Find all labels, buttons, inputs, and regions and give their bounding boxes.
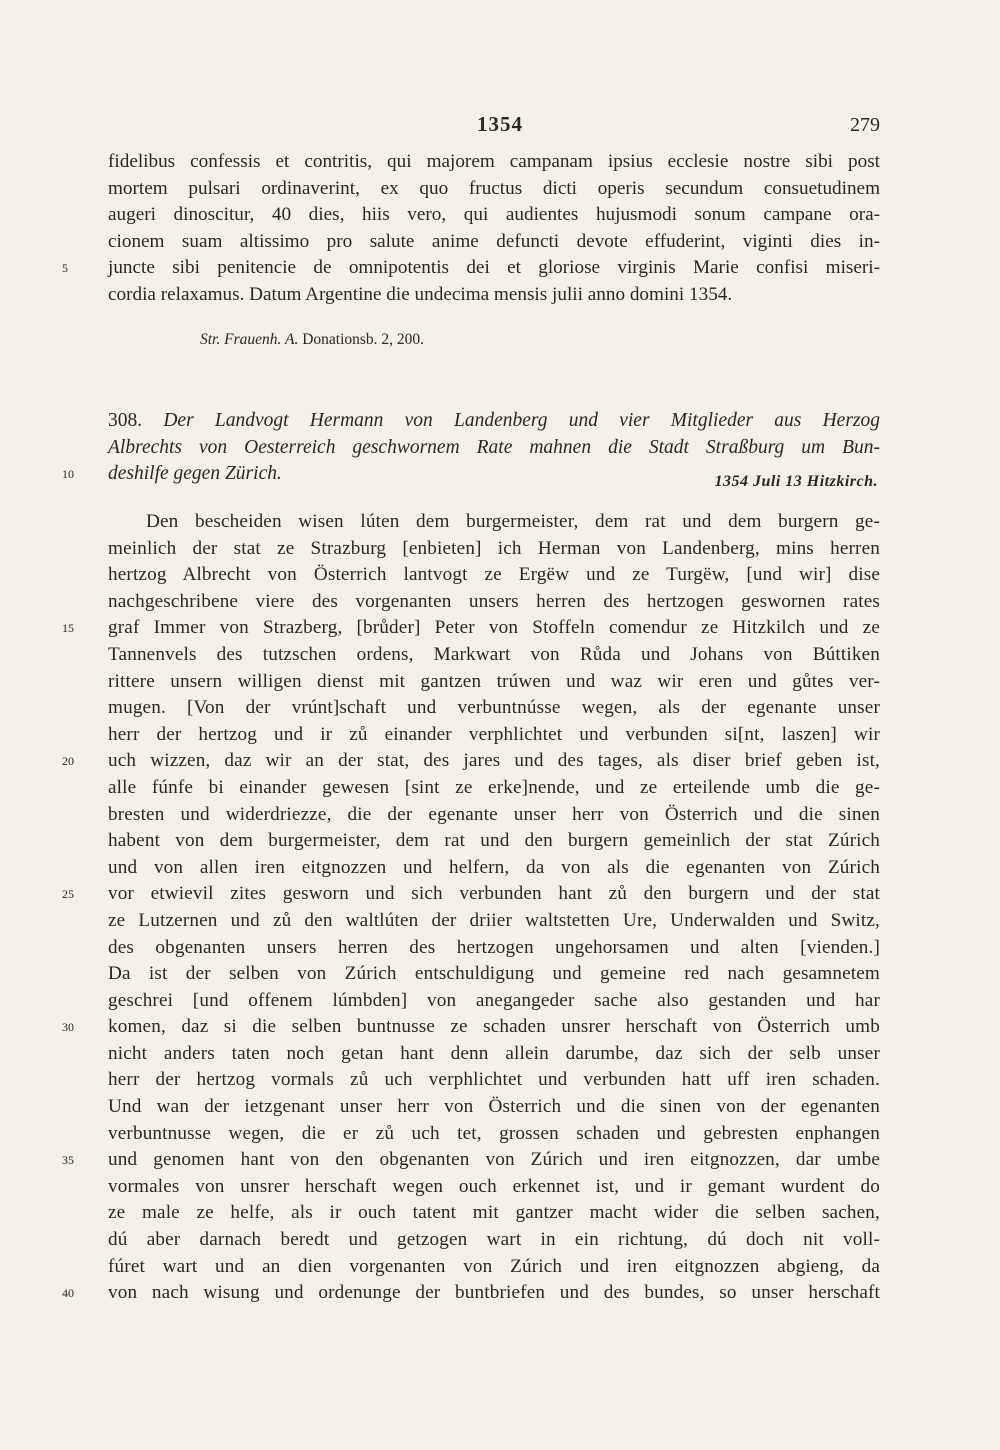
document-number: 308. bbox=[108, 410, 143, 431]
text-line: alle fúnfe bi einander gewesen [sint ze erke]nende, und ze erteilende umb die ge- bbox=[108, 776, 880, 798]
text-line: nicht anders taten noch getan hant denn allein darumbe, daz sich der selb unser bbox=[108, 1042, 880, 1064]
text-line: vormales von unsrer herschaft wegen ouch erkennet ist, und ir gemant wurdent do bbox=[108, 1175, 880, 1197]
document-date-place: 1354 Juli 13 Hitzkirch. bbox=[714, 473, 878, 490]
heading-text: deshilfe gegen Zürich. bbox=[108, 463, 282, 485]
text-line: meinlich der stat ze Strazburg [enbieten] ich Herman von Landenberg, mins herren bbox=[108, 537, 880, 559]
line-number: 10 bbox=[62, 467, 74, 482]
line-number: 20 bbox=[62, 754, 74, 769]
heading-line bbox=[108, 408, 880, 435]
text-line bbox=[62, 1147, 880, 1174]
text-line: cionem suam altissimo pro salute anime defuncti devote effuderint, viginti dies in- bbox=[108, 230, 880, 252]
source-archive: Str. Frauenh. A. bbox=[200, 331, 299, 348]
text-line: Den bescheiden wisen lúten dem burgermeister, dem rat und dem burgern ge- bbox=[146, 511, 880, 532]
text-line: bresten und widerdriezze, die der egenante unser herr von Österrich und die sinen bbox=[108, 803, 880, 825]
text-line: ze male ze helfe, als ir ouch tatent mit gantzer macht wider die selben sachen, bbox=[108, 1202, 880, 1224]
text-line: geschrei [und offenem lúmbden] von anegangeder sache also gestanden und har bbox=[108, 989, 880, 1011]
text-line bbox=[62, 881, 880, 908]
text-line-content: graf Immer von Strazberg, [brůder] Peter von Stoffeln comendur ze Hitzkilch und ze bbox=[108, 617, 880, 639]
text-line bbox=[62, 255, 880, 282]
top-paragraph bbox=[62, 149, 880, 309]
text-line: habent von dem burgermeister, dem rat und den burgern gemeinlich der stat Zúrich bbox=[108, 830, 880, 852]
heading-text: Der Landvogt Hermann von Landenberg und vier Mitglieder aus Herzog bbox=[163, 410, 880, 431]
text-line: Und wan der ietzgenant unser herr von Österrich und die sinen von der egenanten bbox=[108, 1096, 880, 1118]
text-line: mortem pulsari ordinaverint, ex quo fructus dicti operis secundum consuetudinem bbox=[108, 177, 880, 199]
text-line: augeri dinoscitur, 40 dies, hiis vero, qui audientes hujusmodi sonum campane ora- bbox=[108, 204, 880, 226]
text-line: fidelibus confessis et contritis, qui majorem campanam ipsius ecclesie nostre sibi post bbox=[108, 151, 880, 172]
main-text bbox=[62, 509, 880, 1307]
text-line-content: von nach wisung und ordenunge der buntbriefen und des bundes, so unser herschaft bbox=[108, 1282, 880, 1304]
text-line: cordia relaxamus. Datum Argentine die undecima mensis julii anno domini 1354. bbox=[108, 283, 733, 305]
line-number: 25 bbox=[62, 887, 74, 902]
text-line: und von allen iren eitgnozzen und helfern, da von als die egenanten von Zúrich bbox=[108, 856, 880, 878]
page-number: 279 bbox=[850, 114, 880, 136]
text-line: rittere unsern willigen dienst mit gantzen trúwen und waz wir eren und gůtes ver- bbox=[108, 670, 880, 692]
text-line-content: juncte sibi penitencie de omnipotentis dei et gloriose virginis Marie confisi miseri- bbox=[108, 257, 880, 279]
text-line-content: vor etwievil zites gesworn und sich verbunden hant zů den burgern und der stat bbox=[108, 883, 880, 905]
text-line bbox=[62, 1014, 880, 1041]
heading-line: Albrechts von Oesterreich geschwornem Rate mahnen die Stadt Straßburg um Bun- bbox=[108, 436, 880, 458]
source-reference: Donationsb. 2, 200. bbox=[298, 331, 425, 348]
text-line bbox=[62, 748, 880, 775]
running-header-year: 1354 bbox=[477, 112, 523, 136]
text-line-content: uch wizzen, daz wir an der stat, des jares und des tages, als diser brief geben ist, bbox=[108, 750, 880, 772]
text-line-content: komen, daz si die selben buntnusse ze schaden unsrer herschaft von Österrich umb bbox=[108, 1016, 880, 1038]
text-line: ze Lutzernen und zů den waltlúten der driier waltstetten Ure, Underwalden und Switz, bbox=[108, 909, 880, 931]
line-number: 30 bbox=[62, 1020, 74, 1035]
line-number: 35 bbox=[62, 1153, 74, 1168]
line-number: 15 bbox=[62, 621, 74, 636]
text-line-content: und genomen hant von den obgenanten von Zúrich und iren eitgnozzen, dar umbe bbox=[108, 1149, 880, 1171]
text-line bbox=[62, 615, 880, 642]
text-line bbox=[62, 1280, 880, 1307]
text-line: fúret wart und an dien vorgenanten von Zúrich und iren eitgnozzen abgieng, da bbox=[108, 1255, 880, 1277]
text-line: verbuntnusse wegen, die er zů uch tet, grossen schaden und gebresten enphangen bbox=[108, 1122, 880, 1144]
line-number: 40 bbox=[62, 1286, 74, 1301]
text-line: Da ist der selben von Zúrich entschuldigung und gemeine red nach gesamnetem bbox=[108, 963, 880, 985]
text-line: des obgenanten unsers herren des hertzogen ungehorsamen und alten [vienden.] bbox=[108, 936, 880, 958]
text-line: Tannenvels des tutzschen ordens, Markwart von Růda und Johans von Búttiken bbox=[108, 643, 880, 665]
text-line: dú aber darnach beredt und getzogen wart in ein richtung, dú doch nit voll- bbox=[108, 1229, 880, 1251]
text-line: hertzog Albrecht von Österrich lantvogt ze Ergëw und ze Turgëw, [und wir] dise bbox=[108, 564, 880, 586]
text-line: nachgeschribene viere des vorgenanten unsers herren des hertzogen geswornen rates bbox=[108, 590, 880, 612]
line-number: 5 bbox=[62, 261, 68, 276]
text-line: herr der hertzog vormals zů uch verphlichtet und verbunden hatt uff iren schaden. bbox=[108, 1069, 880, 1091]
text-line: herr der hertzog und ir zů einander verphlichtet und verbunden si[nt, laszen] wir bbox=[108, 723, 880, 745]
text-line: mugen. [Von der vrúnt]schaft und verbuntnússe wegen, als der egenante unser bbox=[108, 697, 880, 719]
source-citation bbox=[200, 331, 424, 349]
